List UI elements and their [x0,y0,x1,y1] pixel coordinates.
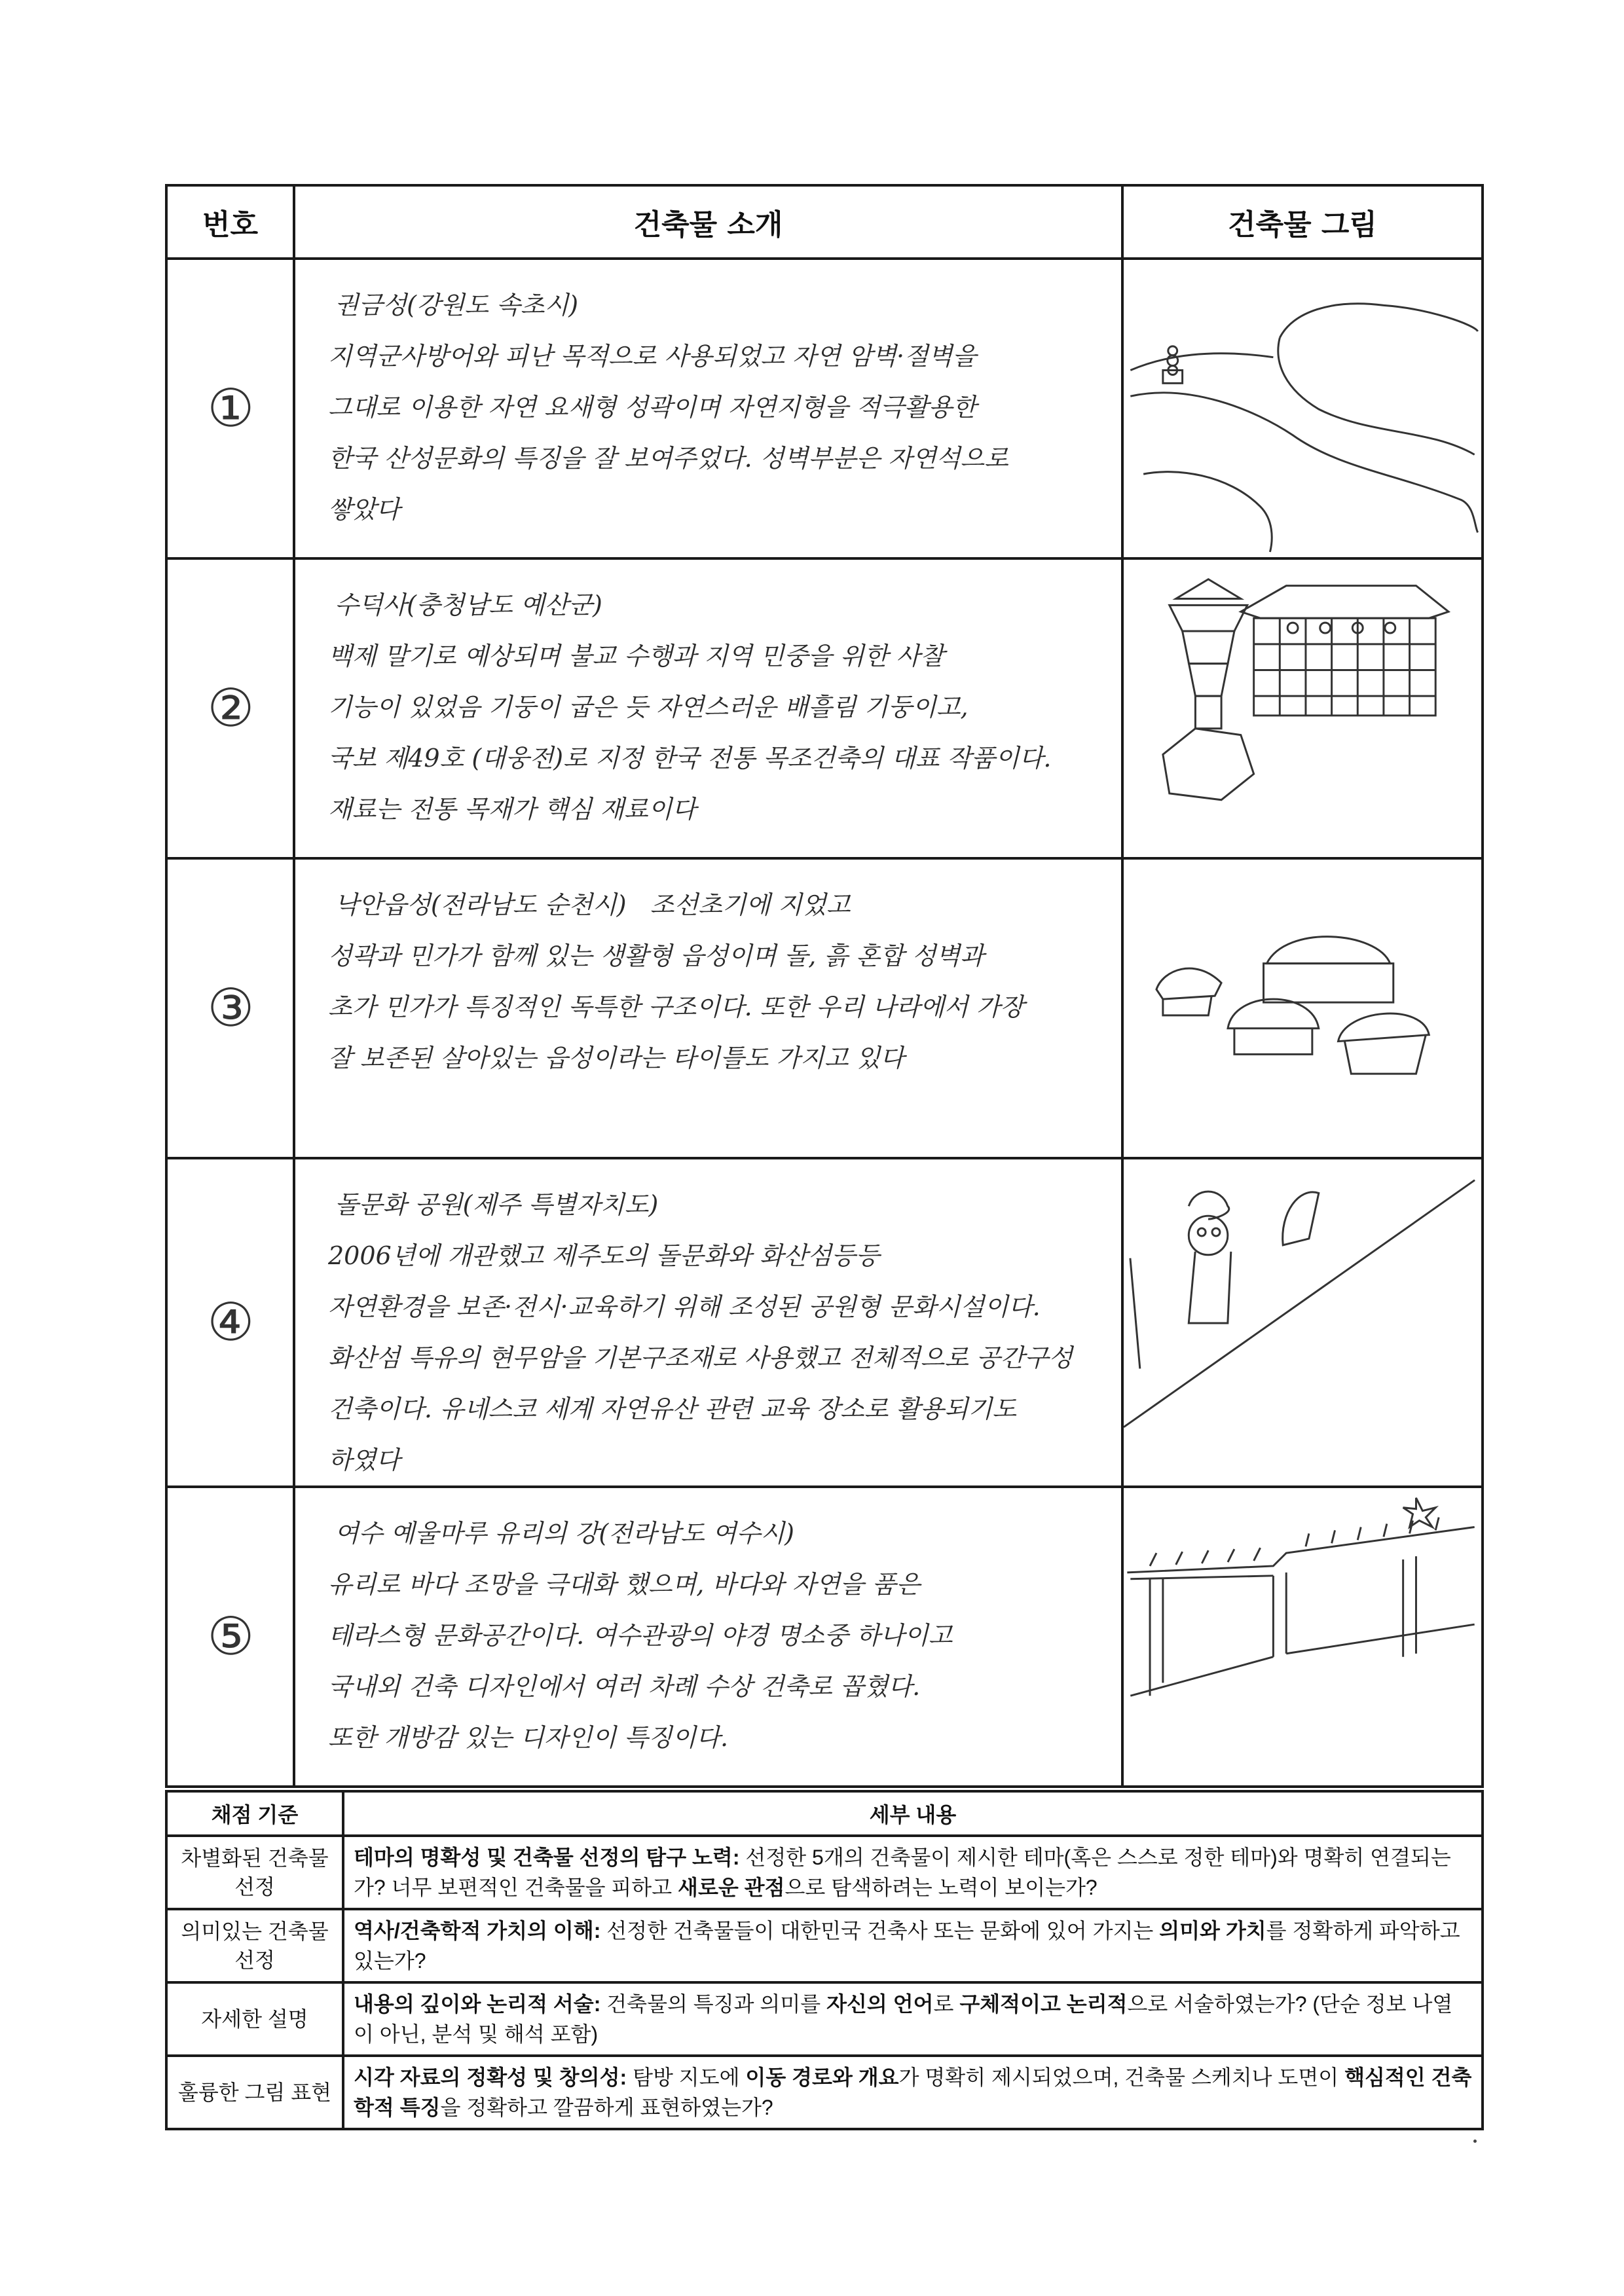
entry-intro-cell [294,1487,1122,1787]
rubric-detail-bold: 의미와 가치 [1159,1919,1266,1942]
entry-title: 수덕사(충청남도 예산군) [335,591,602,619]
handwritten-intro [295,1159,1121,1485]
entry-line: 백제 말기로 예상되며 불교 수행과 지역 민중을 위한 사찰 [328,642,944,670]
entry-number-cell [166,1158,294,1487]
worksheet-table [165,184,1484,1788]
rubric-detail-text: 으로 서술하였는가? (단순 정보 나열이 아닌, 분석 및 해석 포함) [354,1992,1453,2046]
stone-statue-sketch-icon [1124,1159,1481,1485]
entry-number-cell [166,1487,294,1787]
rubric-detail-bold: 내용의 깊이와 논리적 서술: [354,1992,601,2016]
entry-intro-cell [294,1158,1122,1487]
rubric-table [165,1790,1484,2130]
entry-title: 권금성(강원도 속초시) [335,291,579,319]
entry-number: ② [207,678,255,738]
entry-number-cell [166,558,294,858]
rubric-detail-text: 가 명확히 제시되었으며, 건축물 스케치나 도면이 [898,2066,1345,2089]
entry-title: 여수 예울마루 유리의 강(전라남도 여수시) [335,1519,795,1548]
temple-pagoda-sketch-icon [1124,560,1481,857]
entry-title-tail: 조선초기에 지었고 [650,890,851,919]
entry-line: 자연환경을 보존·전시·교육하기 위해 조성된 공원형 문화시설이다. [328,1292,1041,1321]
entry-row [166,858,1483,1158]
rubric-detail [343,1836,1483,1909]
rubric-detail [343,1982,1483,2056]
rubric-criteria: 차별화된 건축물 선정 [166,1836,343,1909]
worksheet-header-row [166,185,1483,259]
rubric-row [166,2056,1483,2129]
header-intro: 건축물 소개 [294,185,1122,259]
rubric-detail-text: 으로 탐색하려는 노력이 보이는가? [784,1876,1098,1899]
entry-sketch-cell [1122,858,1483,1158]
entry-row [166,1487,1483,1787]
rubric-detail-text: 탐방 지도에 [627,2066,746,2089]
handwritten-intro [295,560,1121,835]
rubric-row [166,1982,1483,2056]
entry-line: 2006년에 개관했고 제주도의 돌문화와 화산섬등등 [328,1241,880,1270]
entry-number: ③ [207,977,255,1038]
rubric-detail-text: 건축물의 특징과 의미를 [600,1992,827,2016]
rubric-detail-bold: 핵심적인 건축학적 특징 [354,2066,1472,2119]
rubric-detail-text: 로 [933,1992,960,2016]
entry-number: ⑤ [207,1606,255,1667]
entry-row [166,259,1483,558]
entry-sketch-cell [1122,558,1483,858]
rubric-detail-text: 선정한 건축물들이 대한민국 건축사 또는 문화에 있어 가지는 [600,1919,1160,1942]
entry-number: ① [207,378,255,439]
glass-pergola-sketch-icon [1124,1488,1481,1785]
entry-sketch-cell [1122,1487,1483,1787]
entry-intro-cell [294,858,1122,1158]
rubric-row [166,1909,1483,1982]
rubric-header-detail: 세부 내용 [343,1791,1483,1836]
entry-number-cell [166,259,294,558]
handwritten-intro [295,1488,1121,1763]
entry-line: 그대로 이용한 자연 요새형 성곽이며 자연지형을 적극활용한 [328,393,977,422]
thatched-houses-sketch-icon [1124,860,1481,1157]
entry-title: 돌문화 공원(제주 특별자치도) [335,1190,659,1219]
entry-line: 재료는 전통 목재가 핵심 재료이다 [328,795,697,824]
header-drawing: 건축물 그림 [1122,185,1483,259]
entry-line: 잘 보존된 살아있는 읍성이라는 타이틀도 가지고 있다 [328,1044,905,1072]
rubric-detail-bold: 테마의 명확성 및 건축물 선정의 탐구 노력: [354,1846,740,1869]
mountain-fortress-sketch-icon [1124,260,1481,557]
entry-sketch-cell [1122,259,1483,558]
entry-line: 하였다 [328,1446,401,1474]
rubric-detail [343,1909,1483,1982]
entry-line: 건축이다. 유네스코 세계 자연유산 관련 교육 장소로 활용되기도 [328,1394,1017,1423]
entry-line: 테라스형 문화공간이다. 여수관광의 야경 명소중 하나이고 [328,1621,953,1650]
rubric-detail-bold: 이동 경로와 개요 [745,2066,899,2089]
rubric-detail-text: 을 정확하고 깔끔하게 표현하였는가? [440,2096,773,2119]
rubric-detail-bold: 시각 자료의 정확성 및 창의성: [354,2066,627,2089]
entry-line: 지역군사방어와 피난 목적으로 사용되었고 자연 암벽·절벽을 [328,342,977,371]
rubric-criteria: 의미있는 건축물 선정 [166,1909,343,1982]
rubric-row [166,1836,1483,1909]
entry-line: 성곽과 민가가 함께 있는 생활형 읍성이며 돌, 흙 혼합 성벽과 [328,941,984,970]
entry-title [328,879,1101,930]
handwritten-intro [295,260,1121,535]
entry-number-cell [166,858,294,1158]
rubric-detail [343,2056,1483,2129]
entry-sketch-cell [1122,1158,1483,1487]
entry-row [166,1158,1483,1487]
rubric-detail-bold: 새로운 관점 [678,1876,785,1899]
rubric-criteria: 훌륭한 그림 표현 [166,2056,343,2129]
entry-line: 또한 개방감 있는 디자인이 특징이다. [328,1723,729,1752]
rubric-detail-bold: 자신의 언어 [826,1992,934,2016]
rubric-detail-bold: 역사/건축학적 가치의 이해: [354,1919,601,1942]
rubric-header-criteria: 채점 기준 [166,1791,343,1836]
rubric-detail-text: 를 정확하게 파악하고 있는가? [354,1919,1460,1973]
rubric-criteria: 자세한 설명 [166,1982,343,2056]
entry-intro-cell [294,558,1122,858]
entry-line: 국내외 건축 디자인에서 여러 차례 수상 건축로 꼽혔다. [328,1672,921,1701]
entry-title-main: 낙안읍성(전라남도 순천시) [335,890,627,919]
entry-line: 기능이 있었음 기둥이 굽은 듯 자연스러운 배흘림 기둥이고, [328,693,969,721]
header-number: 번호 [166,185,294,259]
entry-number: ④ [207,1292,255,1353]
entry-line: 국보 제49호 (대웅전)로 지정 한국 전통 목조건축의 대표 작품이다. [328,744,1052,773]
entry-line: 화산섬 특유의 현무암을 기본구조재로 사용했고 전체적으로 공간구성 [328,1343,1073,1372]
entry-line: 유리로 바다 조망을 극대화 했으며, 바다와 자연을 품은 [328,1570,921,1599]
rubric-header-row [166,1791,1483,1836]
stray-mark [1473,2140,1477,2143]
handwritten-intro [295,860,1121,1084]
entry-row [166,558,1483,858]
entry-line: 한국 산성문화의 특징을 잘 보여주었다. 성벽부분은 자연석으로 [328,444,1008,473]
entry-intro-cell [294,259,1122,558]
rubric-detail-text: 선정한 5개의 건축물이 제시한 테마(혹은 스스로 정한 테마)와 명확히 연결되는가? 너무 보편적인 건축물을 피하고 [354,1846,1451,1899]
entry-line: 초가 민가가 특징적인 독특한 구조이다. 또한 우리 나라에서 가장 [328,993,1025,1021]
entry-line: 쌓았다 [328,495,401,524]
rubric-detail-bold: 구체적이고 논리적 [959,1992,1128,2016]
